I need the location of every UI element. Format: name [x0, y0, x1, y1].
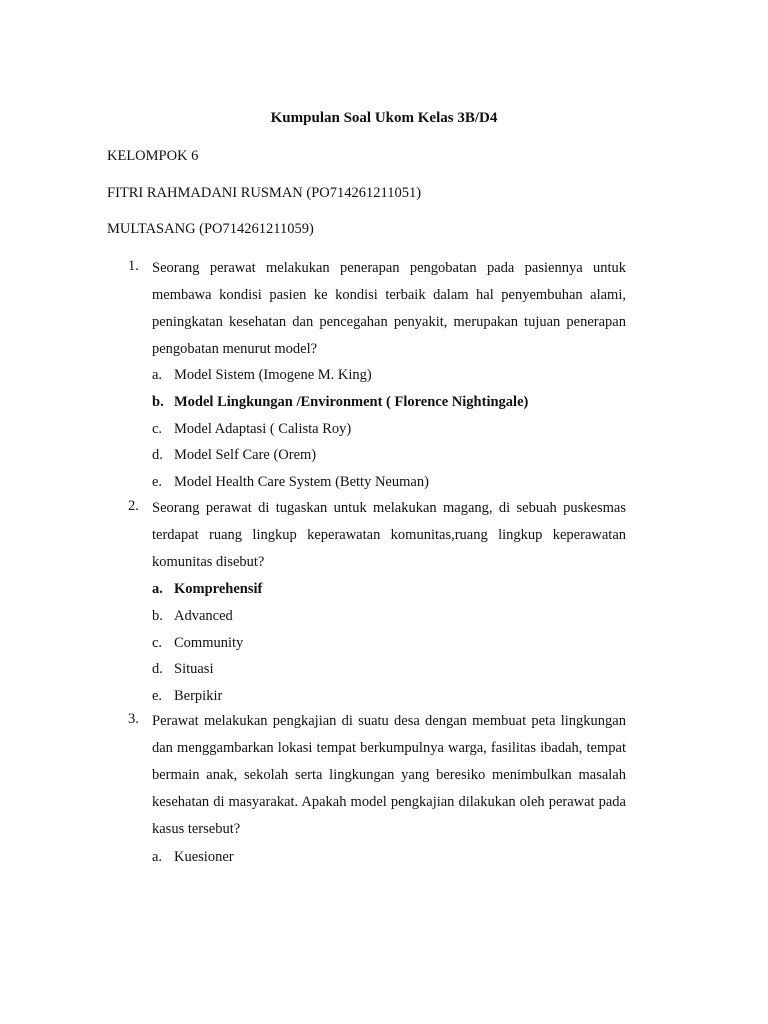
- option-1c: [152, 419, 351, 439]
- option-letter: d.: [152, 447, 163, 463]
- question-number: 2.: [128, 498, 139, 514]
- option-text: Model Lingkungan /Environment ( Florence Nightingale): [174, 394, 529, 410]
- question-1: [128, 255, 626, 363]
- option-letter: a.: [152, 581, 163, 597]
- option-2c: [152, 633, 243, 653]
- option-letter: b.: [152, 394, 164, 410]
- option-text: Model Adaptasi ( Calista Roy): [174, 421, 352, 437]
- group-label: KELOMPOK 6: [107, 148, 199, 164]
- option-text: Model Self Care (Orem): [174, 447, 317, 463]
- option-letter: c.: [152, 635, 163, 651]
- option-1a: [152, 365, 372, 385]
- option-letter: e.: [152, 474, 163, 490]
- option-letter: a.: [152, 367, 163, 383]
- question-text: Perawat melakukan pengkajian di suatu desa dengan membuat peta lingkungan dan menggambarkan lokasi tempat berkumpulnya warga, fasilitas ibadah, tempat bermain anak, sekolah serta lingkungan yang beresiko menimbulkan masalah kesehatan di masyarakat. Apakah model pengkajian dilakukan oleh perawat pada kasus tersebut?: [152, 713, 626, 837]
- option-3a: [152, 847, 234, 867]
- member-2: MULTASANG (PO714261211059): [107, 221, 314, 237]
- option-letter: c.: [152, 421, 163, 437]
- question-number: 3.: [128, 711, 139, 727]
- option-letter: a.: [152, 849, 163, 865]
- question-text: Seorang perawat di tugaskan untuk melakukan magang, di sebuah puskesmas terdapat ruang lingkup keperawatan komunitas,ruang lingkup keperawatan komunitas disebut?: [152, 500, 626, 570]
- option-text: Community: [174, 635, 244, 651]
- option-letter: b.: [152, 608, 163, 624]
- option-text: Kuesioner: [174, 849, 234, 865]
- option-2d: [152, 659, 213, 679]
- option-text: Situasi: [174, 661, 214, 677]
- question-number: 1.: [128, 258, 139, 274]
- option-2e: [152, 686, 222, 706]
- option-text: Berpikir: [174, 688, 223, 704]
- option-text: Advanced: [174, 608, 233, 624]
- option-2b: [152, 606, 233, 626]
- question-3: [128, 708, 626, 843]
- member-1: FITRI RAHMADANI RUSMAN (PO714261211051): [107, 185, 422, 201]
- document-title: Kumpulan Soal Ukom Kelas 3B/D4: [270, 110, 498, 126]
- option-text: Model Health Care System (Betty Neuman): [174, 474, 429, 490]
- option-letter: d.: [152, 661, 163, 677]
- question-text: Seorang perawat melakukan penerapan pengobatan pada pasiennya untuk membawa kondisi pasien ke kondisi terbaik dalam hal penyembuhan alami, peningkatan kesehatan dan pencegahan penyakit, merupakan tujuan penerapan pengobatan menurut model?: [152, 260, 626, 357]
- option-text: Komprehensif: [174, 581, 263, 597]
- option-1d: [152, 445, 316, 465]
- option-text: Model Sistem (Imogene M. King): [174, 367, 372, 383]
- option-1e: [152, 472, 429, 492]
- option-2a-correct: [152, 579, 262, 599]
- question-2: [128, 495, 626, 576]
- option-1b-correct: [152, 392, 528, 412]
- option-letter: e.: [152, 688, 163, 704]
